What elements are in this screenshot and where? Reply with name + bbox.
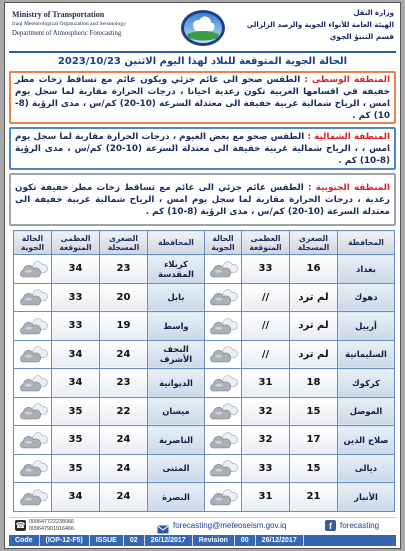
contact-footer: [9, 517, 396, 533]
max-temp-cell: 33: [52, 283, 100, 312]
max-temp-cell: //: [242, 283, 290, 312]
cloudy-icon: [18, 487, 48, 507]
weather-condition-header: الحالة الجوية: [205, 231, 242, 255]
weather-condition-cell: [14, 426, 52, 455]
cloudy-icon: [18, 458, 48, 478]
weather-condition-cell: [14, 454, 52, 483]
province-header: المحافظة: [338, 231, 395, 255]
max-expected-header: العظمى المتوقعة: [52, 231, 100, 255]
weather-condition-cell: [14, 340, 52, 369]
code-value: (IOP-12-F5): [40, 535, 90, 546]
cloudy-icon: [208, 344, 238, 364]
forecast-bulletin-page: [4, 2, 401, 549]
region-text: الطقس غائم جزئي الى غائم مع تساقط زخات مطر خفيفة تكون رعدية ، درجات الحرارة مقاربة لما سجل يوم امس ، الرياح شمالية غربية خفيفة الى معتدلة السرعة (10-20) كم/س ، مدى الرؤية (8-10) كم .: [15, 182, 390, 217]
min-temp-cell: لم ترد: [290, 283, 338, 312]
region-paragraph: [15, 182, 390, 218]
min-temp-cell: 24: [100, 483, 148, 512]
weather-condition-cell: [14, 483, 52, 512]
region-paragraph: [15, 74, 390, 122]
phone-numbers: [29, 519, 74, 532]
min-temp-cell: 23: [100, 369, 148, 398]
table-row: [14, 397, 395, 426]
email-icon: [157, 521, 169, 530]
cloudy-icon: [18, 316, 48, 336]
province-cell: البصرة: [148, 483, 205, 512]
min-recorded-header: الصغرى المسجلة: [100, 231, 148, 255]
region-label: المنطقة الوسطى :: [304, 74, 390, 85]
max-temp-cell: 35: [52, 454, 100, 483]
cloudy-icon: [208, 430, 238, 450]
issue-value: 02: [124, 535, 145, 546]
arabic-department-name: قسم التنبؤ الجوي: [329, 32, 394, 41]
province-cell: دهوك: [338, 283, 395, 312]
weather-condition-cell: [14, 369, 52, 398]
table-row: [14, 454, 395, 483]
min-temp-cell: 21: [290, 483, 338, 512]
province-cell: صلاح الدين: [338, 426, 395, 455]
table-row: [14, 283, 395, 312]
header-divider: [9, 51, 396, 53]
facebook-link[interactable]: forecasting: [340, 521, 380, 530]
max-temp-cell: 34: [52, 340, 100, 369]
max-expected-header: العظمى المتوقعة: [242, 231, 290, 255]
max-temp-cell: 35: [52, 397, 100, 426]
max-temp-cell: 34: [52, 483, 100, 512]
min-temp-cell: 24: [100, 454, 148, 483]
min-temp-cell: 19: [100, 312, 148, 341]
weather-condition-cell: [205, 426, 242, 455]
max-temp-cell: 34: [52, 369, 100, 398]
arabic-ministry-name: وزارة النقل: [353, 9, 394, 17]
phone-icon: ☎: [15, 521, 26, 530]
document-code-bar: [9, 535, 396, 546]
max-temp-cell: 33: [242, 454, 290, 483]
cloudy-icon: [208, 401, 238, 421]
table-row: [14, 255, 395, 284]
table-row: [14, 483, 395, 512]
max-temp-cell: 35: [52, 426, 100, 455]
weather-condition-cell: [205, 283, 242, 312]
cloudy-icon: [18, 344, 48, 364]
province-cell: بغداد: [338, 255, 395, 284]
english-header: [12, 10, 172, 39]
cloudy-icon: [208, 287, 238, 307]
weather-condition-cell: [205, 255, 242, 284]
weather-condition-cell: [14, 397, 52, 426]
max-temp-cell: 32: [242, 426, 290, 455]
province-cell: السليمانية: [338, 340, 395, 369]
cloudy-icon: [208, 259, 238, 279]
cloudy-icon: [208, 487, 238, 507]
table-header-row: [14, 231, 395, 255]
province-cell: واسط: [148, 312, 205, 341]
bulletin-title: الحالة الجوية المتوقعة للبلاد لهذا اليوم الاثنين 2023/10/23: [57, 56, 348, 67]
province-cell: الموصل: [338, 397, 395, 426]
issue-label: ISSUE: [90, 535, 124, 546]
weather-condition-cell: [205, 397, 242, 426]
min-temp-cell: 24: [100, 340, 148, 369]
middle-region-forecast: [9, 71, 396, 124]
south-region-forecast: [9, 173, 396, 226]
min-temp-cell: 17: [290, 426, 338, 455]
province-cell: كربلاء المقدسة: [148, 255, 205, 284]
province-cell: الأنبار: [338, 483, 395, 512]
min-temp-cell: 24: [100, 426, 148, 455]
min-temp-cell: 23: [100, 255, 148, 284]
max-temp-cell: 33: [52, 312, 100, 341]
region-text: الطقس صحو مع بعض الغيوم ، درجات الحرارة مقاربة لما سجل يوم امس ، ، الرياح شمالية غربية خفيفة الى معتدلة السرعة (10-20) كم/س ، مدى الرؤية (8-10) كم .: [15, 131, 390, 166]
table-row: [14, 369, 395, 398]
facebook-icon: f: [325, 520, 336, 531]
code-label: Code: [9, 535, 40, 546]
north-region-forecast: [9, 127, 396, 170]
english-ministry-name: Ministry of Transportation: [12, 10, 105, 19]
cloudy-icon: [18, 401, 48, 421]
region-label: المنطقة الشمالية :: [307, 131, 390, 142]
english-department-name: Department of Atmospheric Forecasting: [12, 30, 122, 37]
cloudy-icon: [18, 373, 48, 393]
min-temp-cell: 16: [290, 255, 338, 284]
arabic-organization-name: الهيئة العامة للأنواء الجوية والرصد الزلزالي: [246, 21, 394, 29]
table-row: [14, 340, 395, 369]
min-temp-cell: لم ترد: [290, 312, 338, 341]
cloudy-icon: [208, 316, 238, 336]
province-cell: كركوك: [338, 369, 395, 398]
meteorology-logo-icon: [179, 8, 227, 48]
min-temp-cell: 22: [100, 397, 148, 426]
region-paragraph: [15, 131, 390, 167]
province-cell: ميسان: [148, 397, 205, 426]
arabic-header: [222, 7, 394, 43]
province-cell: الديوانية: [148, 369, 205, 398]
revision-label: Revision: [193, 535, 235, 546]
province-cell: النجف الأشرف: [148, 340, 205, 369]
province-cell: بابل: [148, 283, 205, 312]
weather-condition-cell: [205, 340, 242, 369]
cloudy-icon: [208, 373, 238, 393]
phone-number: 009647722238066: [29, 519, 74, 525]
table-row: [14, 426, 395, 455]
weather-condition-cell: [14, 283, 52, 312]
cloudy-icon: [18, 430, 48, 450]
max-temp-cell: 32: [242, 397, 290, 426]
region-text: الطقس صحو الى غائم جزئي ويكون غائم مع تساقط زخات مطر خفيفة في اقسامها الغربية تكون رعدية احيانا ، درجات الحرارة مقاربة لما سجل يوم امس ، الرياح شمالية غربية خفيفة الى معتدلة السرعة (10-20) كم/س ، مدى الرؤية (8-10) كم .: [15, 74, 390, 121]
min-recorded-header: الصغرى المسجلة: [290, 231, 338, 255]
revision-date: 26/12/2017: [256, 535, 304, 546]
table-row: [14, 312, 395, 341]
province-cell: أربيل: [338, 312, 395, 341]
min-temp-cell: 15: [290, 397, 338, 426]
weather-condition-cell: [14, 312, 52, 341]
province-header: المحافظة: [148, 231, 205, 255]
weather-condition-cell: [205, 483, 242, 512]
cloudy-icon: [208, 458, 238, 478]
phone-number: 009647901916466: [29, 525, 74, 532]
weather-condition-cell: [205, 312, 242, 341]
max-temp-cell: 34: [52, 255, 100, 284]
max-temp-cell: //: [242, 312, 290, 341]
max-temp-cell: //: [242, 340, 290, 369]
weather-condition-cell: [14, 255, 52, 284]
min-temp-cell: 15: [290, 454, 338, 483]
province-cell: المثنى: [148, 454, 205, 483]
min-temp-cell: 18: [290, 369, 338, 398]
forecast-table-body: [14, 255, 395, 512]
min-temp-cell: لم ترد: [290, 340, 338, 369]
max-temp-cell: 33: [242, 255, 290, 284]
forecast-table-container: [13, 230, 394, 512]
weather-condition-header: الحالة الجوية: [14, 231, 52, 255]
min-temp-cell: 20: [100, 283, 148, 312]
province-cell: الناصرية: [148, 426, 205, 455]
weather-condition-cell: [205, 454, 242, 483]
revision-value: 00: [235, 535, 256, 546]
english-organization-name: Iraqi Meteorological Organization and Seismology: [12, 21, 126, 27]
cloudy-icon: [18, 287, 48, 307]
max-temp-cell: 31: [242, 369, 290, 398]
email-link[interactable]: forecasting@meteoseism.gov.iq: [173, 521, 287, 530]
region-label: المنطقة الجنوبية :: [308, 182, 391, 193]
max-temp-cell: 31: [242, 483, 290, 512]
cloudy-icon: [18, 259, 48, 279]
issue-date: 26/12/2017: [145, 535, 193, 546]
province-cell: ديالى: [338, 454, 395, 483]
forecast-table: [13, 230, 395, 512]
weather-condition-cell: [205, 369, 242, 398]
